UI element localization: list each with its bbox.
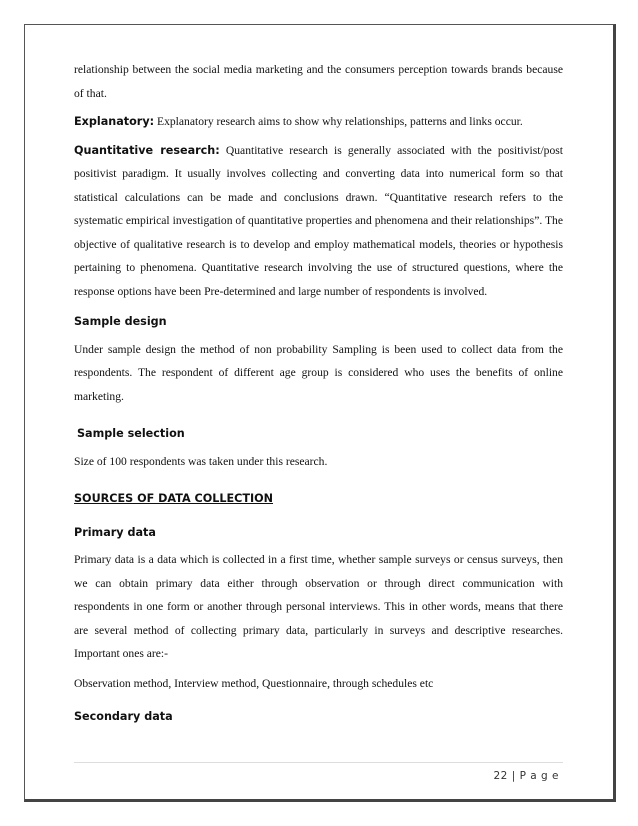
quantitative-paragraph [74, 139, 563, 304]
primary-data-paragraph: Primary data is a data which is collected in a first time, whether sample surveys or census surveys, then we can obtain primary data either through observation or through direct communication with respondents in one form or another through personal interviews. This in other words, means that there are several method of collecting primary data, particularly in surveys and descriptive researches. Important ones are:- [74, 553, 563, 660]
intro-paragraph: relationship between the social media marketing and the consumers perception towards brands because of that. [74, 63, 563, 100]
explanatory-label: Explanatory: [74, 115, 155, 128]
page-label: P a g e [519, 770, 559, 782]
quantitative-text: Quantitative research is generally associated with the positivist/post positivist paradigm. It usually involves collecting and converting data into numerical form so that statistical calculations can be made and conclusions drawn. “Quantitative research refers to the systematic empirical investigation of quantitative properties and phenomena and their relationships”. The objective of qualitative research is to develop and employ mathematical models, theories or hypothesis pertaining to phenomena. Quantitative research involving the use of structured questions, where the response options have been Pre-determined and large number of respondents is involved. [74, 143, 563, 298]
explanatory-paragraph [74, 110, 563, 134]
secondary-data-heading: Secondary data [74, 710, 173, 723]
primary-data-heading: Primary data [74, 525, 156, 539]
quantitative-label: Quantitative research: [74, 143, 220, 157]
footer-divider [74, 762, 563, 763]
explanatory-text: Explanatory research aims to show why relationships, patterns and links occur. [154, 115, 523, 128]
sample-design-heading: Sample design [74, 315, 167, 328]
sample-selection-heading: Sample selection [77, 427, 185, 440]
page-footer [494, 770, 560, 782]
sources-heading: SOURCES OF DATA COLLECTION [74, 492, 274, 505]
document-body [74, 58, 563, 729]
page-number: 22 [493, 770, 508, 782]
footer-separator: | [507, 770, 520, 782]
primary-data-methods: Observation method, Interview method, Questionnaire, through schedules etc [74, 676, 434, 690]
sample-selection-paragraph: Size of 100 respondents was taken under this research. [74, 454, 328, 468]
sample-design-paragraph: Under sample design the method of non probability Sampling is been used to collect data from the respondents. The respondent of different age group is considered who uses the benefits of online marketing. [74, 342, 563, 403]
